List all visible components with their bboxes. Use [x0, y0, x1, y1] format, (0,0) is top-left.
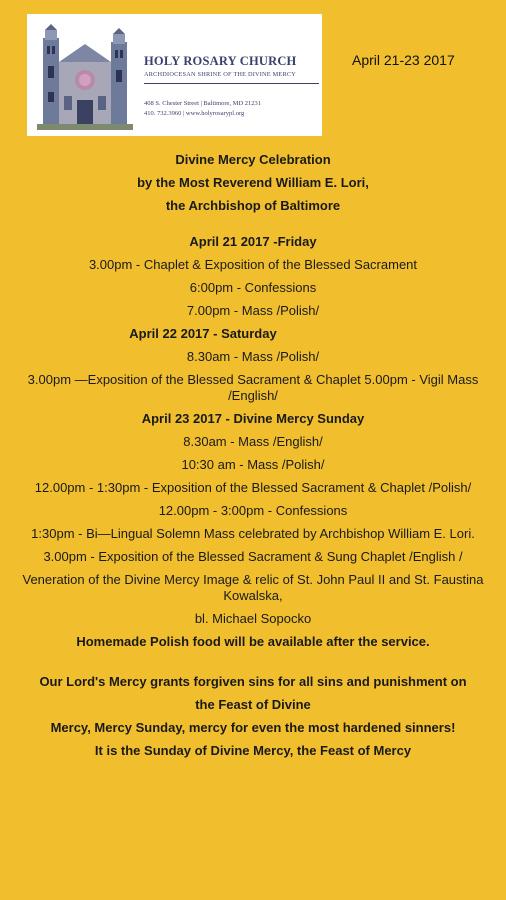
title-line-1: Divine Mercy Celebration	[175, 152, 331, 167]
schedule-item: 3.00pm - Exposition of the Blessed Sacrament & Sung Chaplet /English /	[43, 549, 463, 564]
mercy-note-3: Mercy, Mercy Sunday, mercy for even the most hardened sinners!	[50, 720, 456, 735]
schedule-item: bl. Michael Sopocko	[194, 611, 312, 626]
schedule-item: 12.00pm - 3:00pm - Confessions	[158, 503, 348, 518]
schedule-item: 3.00pm —Exposition of the Blessed Sacrament & Chaplet 5.00pm - Vigil Mass /English/	[27, 372, 479, 403]
schedule-item: 6:00pm - Confessions	[189, 280, 317, 295]
food-note: Homemade Polish food will be available after the service.	[76, 634, 430, 649]
schedule-item: 7.00pm - Mass /Polish/	[186, 303, 320, 318]
schedule-item: 10:30 am - Mass /Polish/	[181, 457, 325, 472]
schedule-item: 1:30pm - Bi—Lingual Solemn Mass celebrated by Archbishop William E. Lori.	[31, 526, 475, 541]
title-line-3: the Archbishop of Baltimore	[165, 198, 341, 213]
event-dates: April 21-23 2017	[352, 52, 455, 68]
sunday-heading: April 23 2017 - Divine Mercy Sunday	[141, 411, 365, 426]
church-contact: 410. 732.3960 | www.holyrosarypl.org	[144, 110, 245, 117]
mercy-note-1: Our Lord's Mercy grants forgiven sins for all sins and punishment on	[39, 674, 467, 689]
schedule-item: Veneration of the Divine Mercy Image & relic of St. John Paul II and St. Faustina Kowalska,	[22, 572, 484, 603]
title-line-2: by the Most Reverend William E. Lori,	[137, 175, 369, 190]
mercy-note-2: the Feast of Divine	[195, 697, 311, 712]
header-divider	[144, 83, 319, 84]
friday-heading: April 21 2017 -Friday	[189, 234, 317, 249]
saturday-heading: April 22 2017 - Saturday	[129, 326, 277, 341]
church-building-icon	[37, 22, 133, 130]
shrine-subtitle: ARCHDIOCESAN SHRINE OF THE DIVINE MERCY	[144, 71, 296, 78]
flyer-content	[20, 152, 486, 759]
schedule-item: 3.00pm - Chaplet & Exposition of the Blessed Sacrament	[88, 257, 418, 272]
schedule-item: 8.30am - Mass /Polish/	[186, 349, 320, 364]
church-header-card	[27, 14, 322, 136]
schedule-item: 8.30am - Mass /English/	[183, 434, 323, 449]
mercy-note-4: It is the Sunday of Divine Mercy, the Feast of Mercy	[94, 743, 412, 758]
schedule-item: 12.00pm - 1:30pm - Exposition of the Blessed Sacrament & Chaplet /Polish/	[34, 480, 472, 495]
church-name: HOLY ROSARY CHURCH	[144, 54, 297, 68]
church-address: 408 S. Chester Street | Baltimore, MD 21231	[144, 100, 262, 107]
